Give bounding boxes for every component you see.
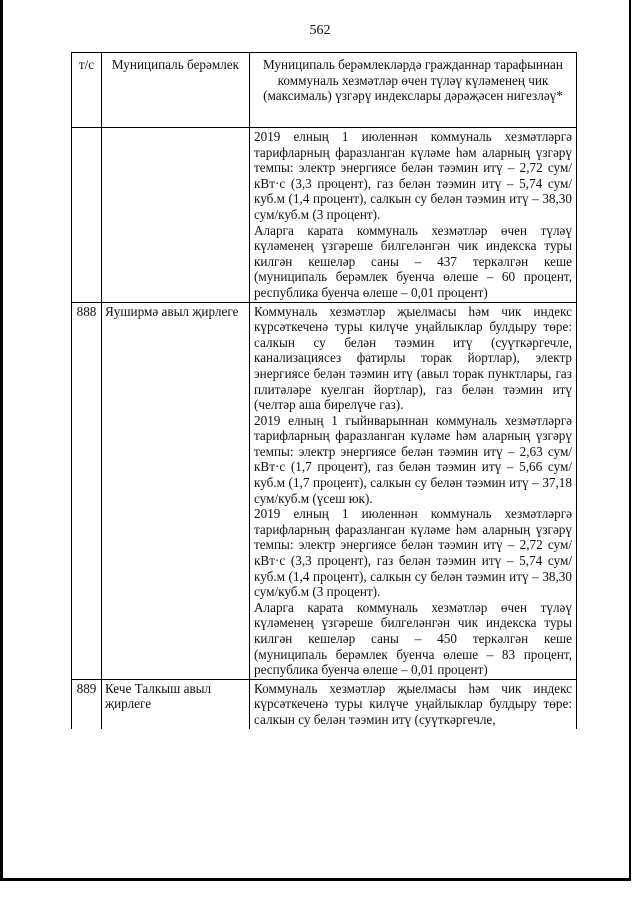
table-row (72, 302, 577, 679)
header-municipality: Муниципаль берәмлек (102, 53, 250, 128)
basis-paragraph: Коммуналь хезмәтләр җыелмасы һәм чик индекс күрсәткеченә туры килүче уңайлыклар булдыру төре: салкын су белән тәэмин итү (суүткәргечле, (254, 680, 572, 727)
table-row (72, 128, 577, 303)
page-border-bottom (0, 878, 631, 881)
basis-text (250, 128, 577, 303)
basis-paragraph: 2019 елның 1 гыйнварыннан коммуналь хезмәтләргә тарифларның фаразланган күләме һәм аларның үзгәрү темпы: электр энергиясе белән тәэмин итү – 2,63 сум/кВт·с (1,7 процент), газ белән тәэмин итү – 5,66 сум/куб.м (1,7 процент), салкын су белән тәэмин итү – 37,18 сум/куб.м (үсеш юк). (254, 412, 572, 506)
page-number: 562 (309, 23, 331, 38)
row-number: 889 (72, 679, 102, 728)
municipality-name: Яуширмә авыл җирлеге (102, 302, 250, 679)
utility-index-table (71, 52, 577, 729)
basis-paragraph: 2019 елның 1 июленнән коммуналь хезмәтләргә тарифларның фаразланган күләме һәм аларның үзгәрү темпы: электр энергиясе белән тәэмин итү – 2,72 сум/кВт·с (3,3 процент), газ белән тәэмин итү – 5,74 сум/куб.м (1,4 процент), салкын су белән тәэмин итү – 38,30 сум/куб.м (3 процент). (254, 506, 572, 600)
basis-paragraph: Аларга карата коммуналь хезмәтләр өчен түләү күләменең үзгәреше билгеләнгән чик индекска туры килгән кешеләр саны – 450 теркәлгән кеше (муниципаль берәмлек буенча өлеше – 83 процент, республика буенча өлеше – 0,01 процент) (254, 599, 572, 678)
page-border-right (629, 0, 631, 880)
basis-paragraph: Коммуналь хезмәтләр җыелмасы һәм чик индекс күрсәткеченә туры килүче уңайлыклар булдыру төре: салкын су белән тәэмин итү (суүткәргечле, канализациясез фатирлы торак йортлар), электр энергиясе белән тәэмин итү (авыл торак пунктлары, газ плитәләре куелган йортлар), газ белән тәэмин итү (челтәр аша бирелүче газ). (254, 303, 572, 413)
header-basis: Муниципаль берәмлекләрдә гражданнар тарафыннан коммуналь хезмәтләр өчен түләү күләменең чик (максималь) үзгәрү индекслары дәрәҗәсен нигезләү* (250, 53, 577, 128)
page-border-left (0, 0, 3, 880)
municipality-name: Кече Талкыш авыл җирлеге (102, 679, 250, 728)
basis-paragraph: Аларга карата коммуналь хезмәтләр өчен түләү күләменең үзгәреше билгеләнгән чик индекска туры килгән кешеләр саны – 437 теркәлгән кеше (муниципаль берәмлек буенча өлеше – 60 процент, республика буенча өлеше – 0,01 процент) (254, 222, 572, 300)
header-number: т/с (72, 53, 102, 128)
row-number (72, 128, 102, 303)
basis-text (250, 302, 577, 679)
basis-paragraph: 2019 елның 1 июленнән коммуналь хезмәтләргә тарифларның фаразланган күләме һәм аларның үзгәрү темпы: электр энергиясе белән тәэмин итү – 2,72 сум/кВт·с (3,3 процент), газ белән тәэмин итү – 5,74 сум/куб.м (1,4 процент), салкын су белән тәэмин итү – 38,30 сум/куб.м (3 процент). (254, 129, 572, 222)
table-header-row (72, 53, 577, 128)
municipality-name (102, 128, 250, 303)
basis-text (250, 679, 577, 728)
row-number: 888 (72, 302, 102, 679)
table-row (72, 679, 577, 728)
